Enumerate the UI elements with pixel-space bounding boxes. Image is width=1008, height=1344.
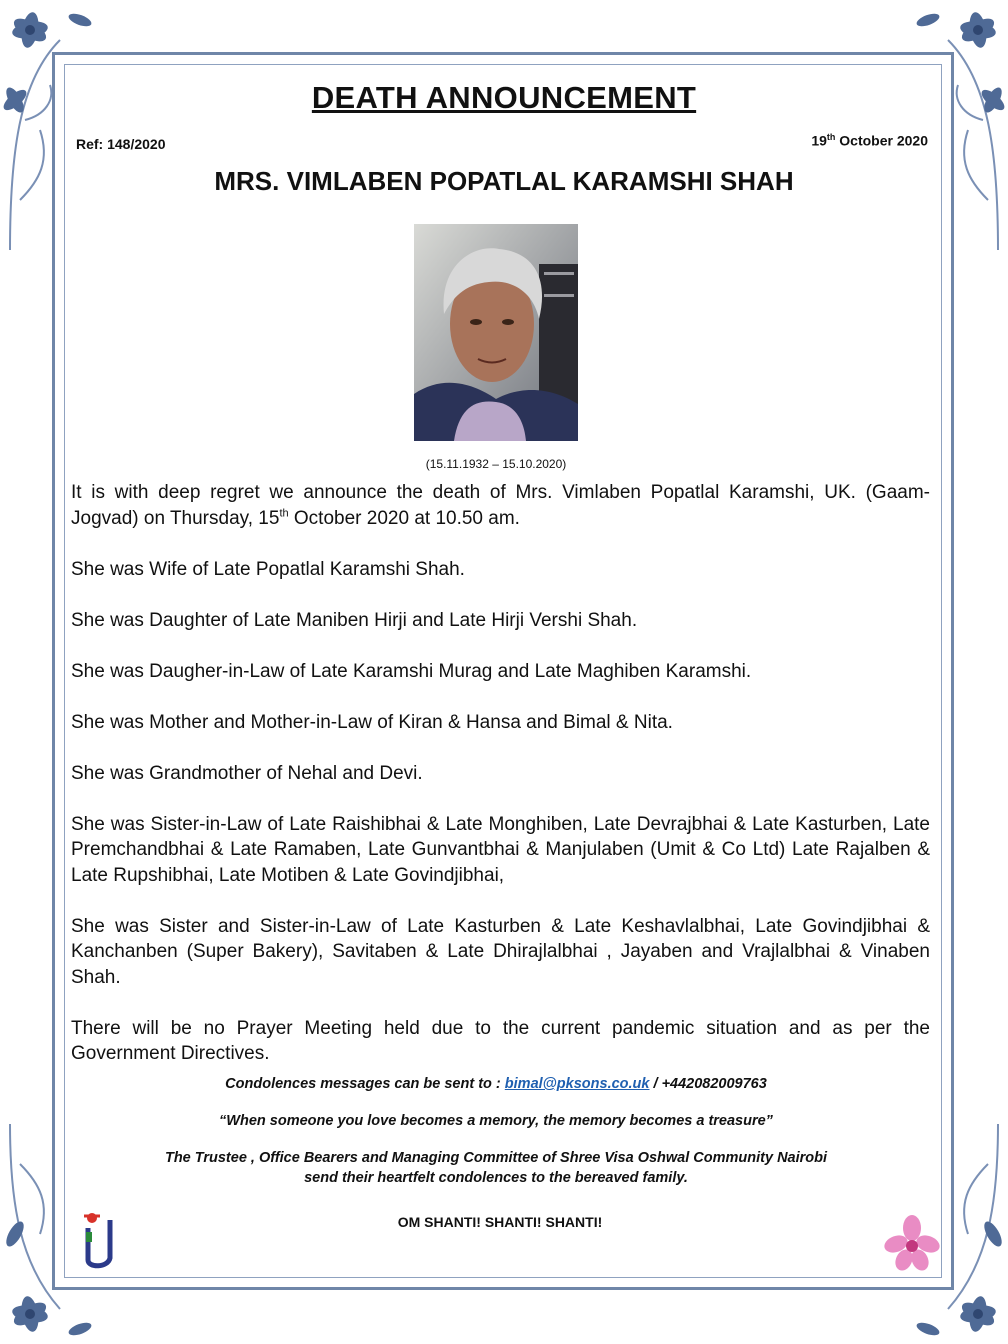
relation-paragraph: She was Grandmother of Nehal and Devi. xyxy=(71,762,423,784)
intro-sup: th xyxy=(279,507,289,520)
relation-paragraph: She was Mother and Mother-in-Law of Kiran & Hansa and Bimal & Nita. xyxy=(71,711,673,733)
relation-paragraph: She was Sister-in-Law of Late Raishibhai & Late Monghiben, Late Devrajbhai & Late Kasturben, Late Premchandbhai & Late Ramaben, Late Gunvantbhai & Manjulaben (Umit & Co Ltd) Late Rajalben & Late Rupshibhai, Late Motiben & Late Govindjibhai, xyxy=(71,813,930,886)
reference-number: Ref: 148/2020 xyxy=(76,136,166,152)
date-suffix: th xyxy=(826,132,836,142)
page-title: DEATH ANNOUNCEMENT xyxy=(311,80,697,115)
community-logo-icon xyxy=(80,1208,120,1272)
condolence-prefix: Condolences messages can be sent to : xyxy=(225,1076,505,1092)
date-rest: October 2020 xyxy=(835,132,928,149)
intro-text-a: It is with deep regret we announce the death of Mrs. Vimlaben Popatlal Karamshi, UK. (Gaam-Jogvad) on Thursday, 15 xyxy=(71,482,930,529)
orchid-flower-icon xyxy=(884,1214,940,1274)
condolence-phone: / +442082009763 xyxy=(649,1076,767,1092)
relation-paragraph: She was Sister and Sister-in-Law of Late Kasturben & Late Keshavlalbhai, Late Govindjibhai & Kanchanben (Super Bakery), Savitaben & Late Dhirajlalbhai , Jayaben and Vrajlalbhai & Vinaben Shah. xyxy=(71,915,930,988)
condolence-contact xyxy=(0,1076,992,1092)
announcement-date xyxy=(811,132,928,149)
relation-paragraph: She was Daugher-in-Law of Late Karamshi Murag and Late Maghiben Karamshi. xyxy=(71,660,752,682)
announcement-body xyxy=(71,480,930,1067)
condolence-email-link[interactable]: bimal@pksons.co.uk xyxy=(504,1076,650,1092)
relation-paragraph: She was Wife of Late Popatlal Karamshi Shah. xyxy=(71,558,465,580)
prayer-meeting-paragraph: There will be no Prayer Meeting held due to the current pandemic situation and as per the Government Directives. xyxy=(71,1017,930,1064)
relation-paragraph: She was Daughter of Late Maniben Hirji and Late Hirji Vershi Shah. xyxy=(71,609,638,631)
memorial-quote: “When someone you love becomes a memory, the memory becomes a treasure” xyxy=(219,1113,773,1129)
date-day: 19 xyxy=(811,132,827,149)
om-shanti: OM SHANTI! SHANTI! SHANTI! xyxy=(397,1214,603,1230)
intro-paragraph xyxy=(71,480,930,531)
floral-ornament-top-right-icon xyxy=(888,0,1008,260)
lifespan-dates: (15.11.1932 – 15.10.2020) xyxy=(425,457,567,471)
intro-text-b: October 2020 at 10.50 am. xyxy=(288,507,520,529)
portrait-photo xyxy=(414,224,578,441)
trustee-line-1: The Trustee , Office Bearers and Managing Committee of Shree Visa Oshwal Community Nairobi xyxy=(164,1150,828,1166)
deceased-name: MRS. VIMLABEN POPATLAL KARAMSHI SHAH xyxy=(214,166,794,196)
floral-ornament-top-left-icon xyxy=(0,0,120,260)
trustee-line-2: send their heartfelt condolences to the bereaved family. xyxy=(304,1170,688,1186)
